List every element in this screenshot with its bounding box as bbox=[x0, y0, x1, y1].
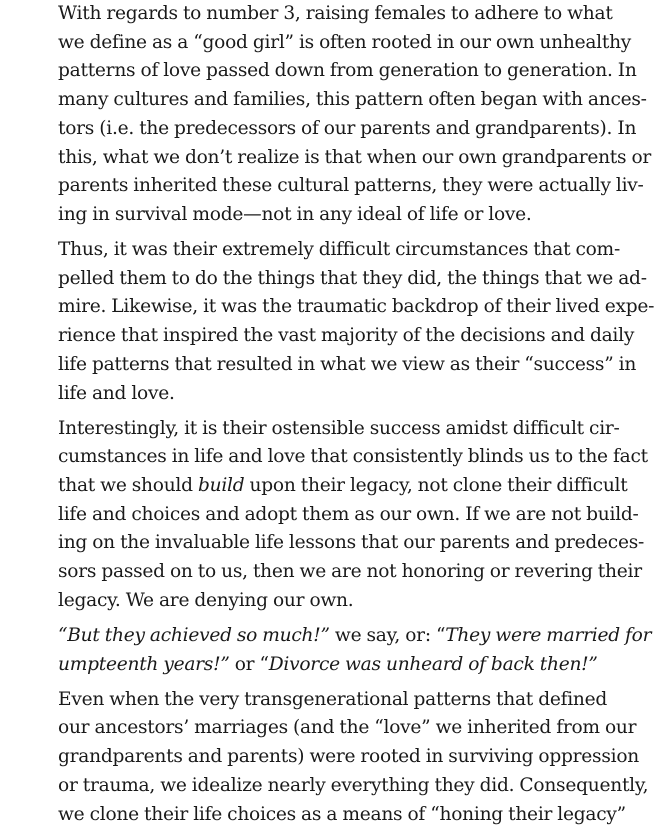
text-line bbox=[32, 415, 620, 444]
text-run: mire. Likewise, it was the traumatic backdrop of their lived expe- bbox=[58, 296, 654, 318]
text-run: With regards to number 3, raising females to adhere to what bbox=[58, 3, 613, 24]
text-line bbox=[32, 443, 648, 472]
text-run: Thus, it was their extremely difficult circumstances that com- bbox=[58, 239, 620, 261]
text-line bbox=[32, 265, 647, 294]
paragraph-5 bbox=[32, 686, 649, 830]
text-line bbox=[32, 801, 626, 830]
text-line bbox=[32, 322, 635, 351]
text-line bbox=[32, 587, 582, 616]
text-run: ing on the invaluable life lessons that our parents and predeces- bbox=[58, 532, 645, 554]
text-line bbox=[32, 201, 582, 230]
text-line bbox=[32, 472, 628, 501]
text-line bbox=[32, 29, 632, 58]
book-page bbox=[32, 0, 654, 836]
italic-text: umpteenth years!” bbox=[58, 653, 230, 675]
paragraph-1 bbox=[32, 0, 652, 230]
text-line bbox=[32, 651, 598, 680]
text-run: Interestingly, it is their ostensible success amidst difficult cir- bbox=[58, 417, 620, 439]
text-line bbox=[32, 293, 654, 322]
text-run: legacy. We are denying our own. bbox=[58, 589, 354, 611]
text-run: that we should bbox=[58, 475, 198, 497]
italic-text: Divorce was unheard of back then!” bbox=[268, 653, 598, 675]
paragraph-3 bbox=[32, 415, 648, 616]
text-run: or “ bbox=[229, 653, 269, 675]
text-line bbox=[32, 236, 620, 265]
italic-text: They were married for bbox=[445, 624, 652, 646]
text-line bbox=[32, 86, 647, 115]
text-run: pelled them to do the things that they did, the things that we ad- bbox=[58, 267, 647, 289]
text-run: life and choices and adopt them as our own. If we are not build- bbox=[58, 503, 639, 525]
text-line bbox=[32, 558, 642, 587]
paragraph-4 bbox=[32, 622, 652, 679]
text-line bbox=[32, 772, 649, 801]
text-line bbox=[32, 115, 637, 144]
text-line bbox=[32, 686, 608, 715]
text-run: many cultures and families, this pattern often began with ances- bbox=[58, 89, 647, 111]
text-line bbox=[32, 501, 639, 530]
text-run: sors passed on to us, then we are not honoring or revering their bbox=[58, 561, 642, 583]
text-run: this, what we don’t realize is that when our own grandparents or bbox=[58, 146, 652, 168]
text-run: life patterns that resulted in what we view as their “success” in bbox=[58, 353, 637, 375]
text-run: tors (i.e. the predecessors of our parents and grandparents). In bbox=[58, 117, 637, 139]
text-run: cumstances in life and love that consistently blinds us to the fact bbox=[58, 446, 648, 468]
text-run: our ancestors’ marriages (and the “love” we inherited from our bbox=[58, 717, 637, 739]
text-line bbox=[32, 622, 652, 651]
text-line bbox=[32, 714, 637, 743]
italic-text: build bbox=[197, 475, 245, 497]
text-run: Even when the very transgenerational patterns that defined bbox=[58, 688, 608, 710]
text-run: ing in survival mode—not in any ideal of life or love. bbox=[58, 203, 532, 225]
text-line bbox=[32, 144, 652, 173]
italic-text: “But they achieved so much!” bbox=[58, 624, 330, 646]
text-run: grandparents and parents) were rooted in surviving oppression bbox=[58, 746, 639, 768]
text-line bbox=[32, 529, 645, 558]
text-run: upon their legacy, not clone their difficult bbox=[244, 475, 628, 497]
paragraph-2 bbox=[32, 236, 654, 408]
text-run: rience that inspired the vast majority of the decisions and daily bbox=[58, 325, 635, 347]
text-line bbox=[32, 351, 637, 380]
text-line bbox=[32, 57, 637, 86]
text-run: patterns of love passed down from generation to generation. In bbox=[58, 60, 637, 82]
text-line bbox=[32, 0, 613, 29]
text-line bbox=[32, 380, 582, 409]
text-line bbox=[32, 172, 644, 201]
text-run: we clone their life choices as a means of “honing their legacy” bbox=[58, 803, 626, 825]
text-line bbox=[32, 743, 639, 772]
text-run: we define as a “good girl” is often rooted in our own unhealthy bbox=[58, 31, 632, 53]
text-run: or trauma, we idealize nearly everything they did. Consequently, bbox=[58, 774, 649, 796]
text-run: parents inherited these cultural patterns, they were actually liv- bbox=[58, 175, 644, 197]
text-run: we say, or: “ bbox=[329, 624, 446, 646]
text-run: life and love. bbox=[58, 382, 175, 404]
